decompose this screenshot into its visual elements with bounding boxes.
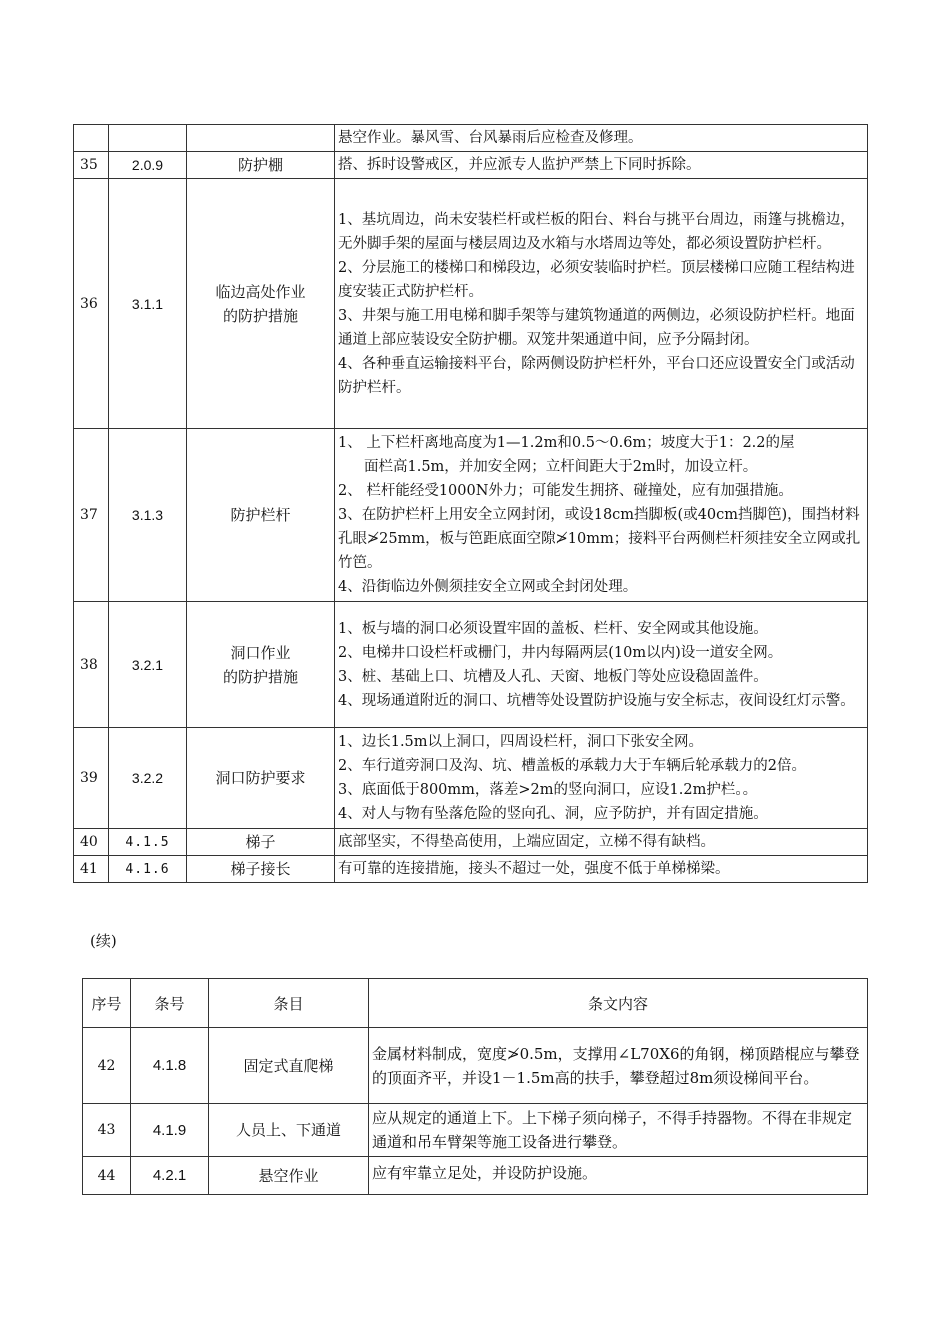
row-number: 35 <box>74 152 109 179</box>
table-row <box>74 829 868 856</box>
content-line: 1、板与墙的洞口必须设置牢固的盖板、栏杆、安全网或其他设施。 <box>338 620 768 637</box>
content-line: 3、底面低于800mm，落差>2m的竖向洞口，应设1.2m护栏。。 <box>338 782 758 798</box>
clause-content: 应有牢靠立足处，并设防护设施。 <box>369 1157 868 1195</box>
clause-code: 4.2.1 <box>131 1157 209 1195</box>
clause-item: 人员上、下通道 <box>209 1104 369 1157</box>
regulation-table-main <box>73 124 868 883</box>
clause-code: 3.1.3 <box>109 429 187 602</box>
row-number: 40 <box>74 829 109 856</box>
clause-code: 2.0.9 <box>109 152 187 179</box>
clause-code: 4.1.5 <box>109 829 187 856</box>
content-line: 1、 上下栏杆离地高度为1—1.2m和0.5～0.6m；坡度大于1：2.2的屋 <box>338 435 795 451</box>
content-line: 搭、拆时设警戒区，并应派专人监护严禁上下同时拆除。 <box>338 157 701 173</box>
clause-content <box>335 125 868 152</box>
clause-code <box>109 125 187 152</box>
clause-content <box>335 728 868 829</box>
clause-content <box>335 179 868 429</box>
clause-item <box>187 125 335 152</box>
row-number: 39 <box>74 728 109 829</box>
content-line: 面栏高1.5m，并加安全网；立杆间距大于2m时，加设立杆。 <box>364 459 758 475</box>
clause-code: 4.1.9 <box>131 1104 209 1157</box>
clause-content <box>335 152 868 179</box>
clause-item: 梯子接长 <box>187 856 335 883</box>
row-number: 43 <box>83 1104 131 1157</box>
row-number: 38 <box>74 602 109 728</box>
content-line: 4、各种垂直运输接料平台，除两侧设防护栏杆外，平台口还应设置安全门或活动防护栏杆。 <box>338 355 855 396</box>
header-item: 条目 <box>209 979 369 1028</box>
table-row <box>74 125 868 152</box>
clause-code: 4.1.8 <box>131 1028 209 1104</box>
clause-item: 悬空作业 <box>209 1157 369 1195</box>
table-row <box>74 179 868 429</box>
clause-item: 防护栏杆 <box>187 429 335 602</box>
clause-content <box>335 856 868 883</box>
content-line: 2、分层施工的楼梯口和梯段边，必须安装临时护栏。顶层楼梯口应随工程结构进度安装正式防护栏杆。 <box>338 259 855 300</box>
clause-content <box>335 429 868 602</box>
clause-item: 洞口作业 的防护措施 <box>187 602 335 728</box>
content-line: 2、电梯井口设栏杆或栅门，井内每隔两层(10m以内)设一道安全网。 <box>338 644 783 661</box>
row-number: 36 <box>74 179 109 429</box>
regulation-table-continued <box>82 978 868 1195</box>
row-number <box>74 125 109 152</box>
content-line: 1、基坑周边，尚未安装栏杆或栏板的阳台、料台与挑平台周边，雨篷与挑檐边，无外脚手架的屋面与楼层周边及水箱与水塔周边等处，都必须设置防护栏杆。 <box>338 211 855 252</box>
table-row <box>74 856 868 883</box>
content-line: 4、沿街临边外侧须挂安全立网或全封闭处理。 <box>338 579 638 595</box>
content-line: 2、 栏杆能经受1000N外力；可能发生拥挤、碰撞处，应有加强措施。 <box>338 483 793 499</box>
clause-item: 梯子 <box>187 829 335 856</box>
content-line: 3、桩、基础上口、坑槽及人孔、天窗、地板门等处应设稳固盖件。 <box>338 668 768 685</box>
clause-code: 4.1.6 <box>109 856 187 883</box>
header-code: 条号 <box>131 979 209 1028</box>
content-line: 3、井架与施工用电梯和脚手架等与建筑物通道的两侧边，必须设防护栏杆。地面通道上部应装设安全防护棚。双笼井架通道中间，应予分隔封闭。 <box>338 307 855 348</box>
content-line: 悬空作业。暴风雪、台风暴雨后应检查及修理。 <box>338 130 643 146</box>
row-number: 44 <box>83 1157 131 1195</box>
clause-code: 3.2.1 <box>109 602 187 728</box>
table-row <box>83 1104 868 1157</box>
row-number: 42 <box>83 1028 131 1104</box>
content-line: 4、现场通道附近的洞口、坑槽等处设置防护设施与安全标志，夜间设红灯示警。 <box>338 692 855 709</box>
table-row <box>74 728 868 829</box>
continued-label: (续) <box>90 932 117 950</box>
clause-content <box>335 829 868 856</box>
table-row <box>74 429 868 602</box>
table-header-row <box>83 979 868 1028</box>
table-row <box>74 602 868 728</box>
clause-code: 3.1.1 <box>109 179 187 429</box>
header-content: 条文内容 <box>369 979 868 1028</box>
clause-item: 固定式直爬梯 <box>209 1028 369 1104</box>
table-row <box>83 1028 868 1104</box>
clause-content <box>335 602 868 728</box>
table-row <box>74 152 868 179</box>
row-number: 41 <box>74 856 109 883</box>
clause-code: 3.2.2 <box>109 728 187 829</box>
clause-item: 防护棚 <box>187 152 335 179</box>
clause-item: 临边高处作业 的防护措施 <box>187 179 335 429</box>
clause-content: 应从规定的通道上下。上下梯子须向梯子，不得手持器物。不得在非规定通道和吊车臂架等施工设备进行攀登。 <box>369 1104 868 1157</box>
row-number: 37 <box>74 429 109 602</box>
clause-content: 金属材料制成，宽度≯0.5m，支撑用∠L70X6的角钢，梯顶踏棍应与攀登的顶面齐平，并设1－1.5m高的扶手，攀登超过8m须设梯间平台。 <box>369 1028 868 1104</box>
content-line: 2、车行道旁洞口及沟、坑、槽盖板的承载力大于车辆后轮承载力的2倍。 <box>338 758 806 774</box>
header-num: 序号 <box>83 979 131 1028</box>
content-line: 3、在防护栏杆上用安全立网封闭，或设18cm挡脚板(或40cm挡脚笆)，围挡材料孔眼≯25mm，板与笆距底面空隙≯10mm；接料平台两侧栏杆须挂安全立网或扎竹笆。 <box>338 507 861 571</box>
clause-item: 洞口防护要求 <box>187 728 335 829</box>
content-line: 有可靠的连接措施，接头不超过一处，强度不低于单梯梯梁。 <box>338 861 730 877</box>
content-line: 底部坚实，不得垫高使用，上端应固定，立梯不得有缺档。 <box>338 834 715 850</box>
table-row <box>83 1157 868 1195</box>
content-line: 4、对人与物有坠落危险的竖向孔、洞，应予防护，并有固定措施。 <box>338 806 768 822</box>
content-line: 1、边长1.5m以上洞口，四周设栏杆，洞口下张安全网。 <box>338 734 704 750</box>
